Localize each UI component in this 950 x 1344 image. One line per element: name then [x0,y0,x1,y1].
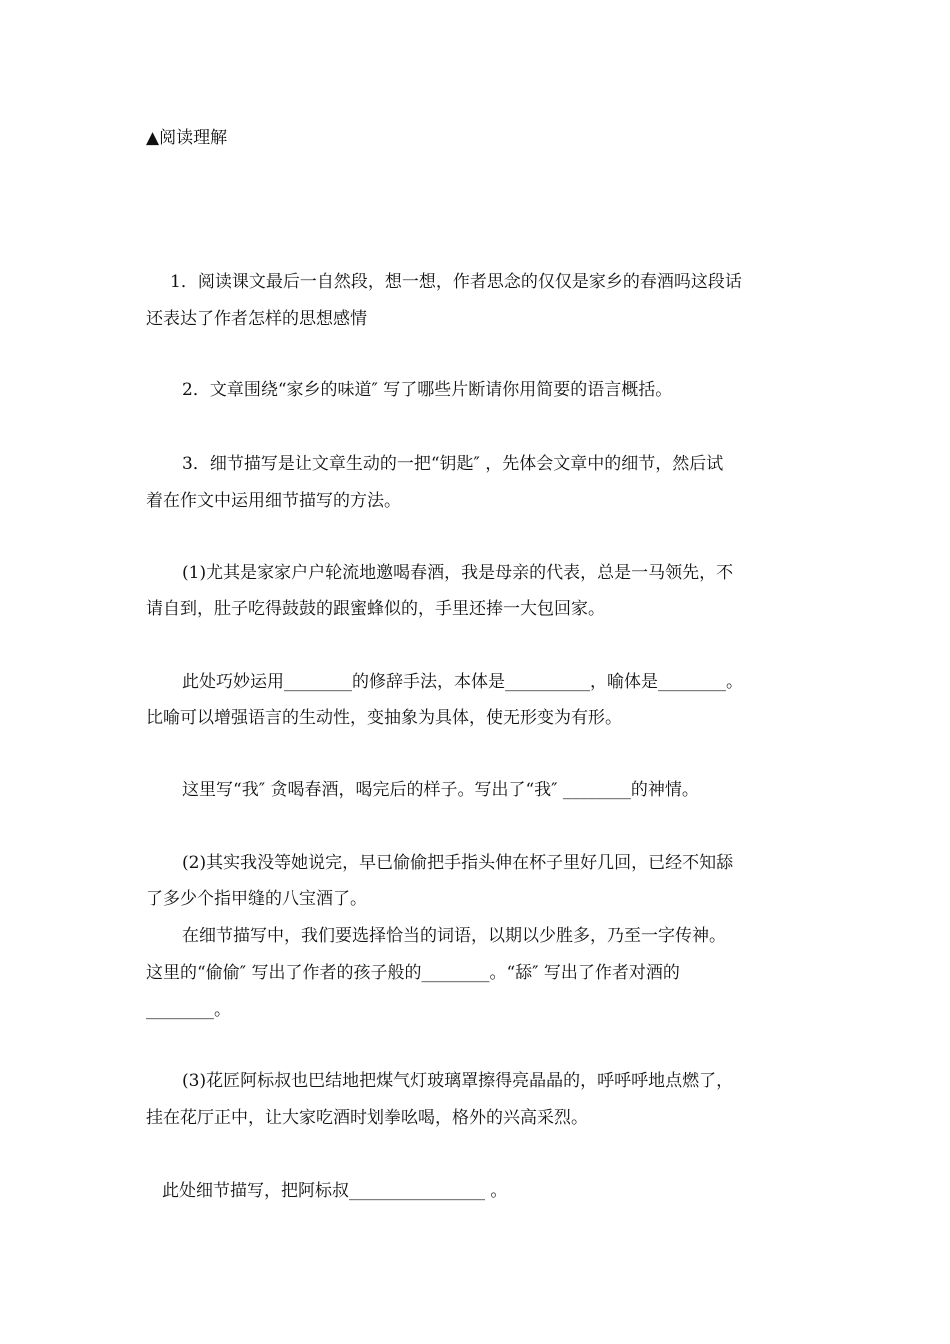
question-1-line-1: 1．阅读课文最后一自然段，想一想，作者思念的仅仅是家乡的春酒吗这段话 [170,272,742,292]
passage-2-line-2: 了多少个指甲缝的八宝酒了。 [146,889,367,909]
question-3-line-2: 着在作文中运用细节描写的方法。 [146,491,401,511]
passage-3-line-1: (3)花匠阿标叔也巴结地把煤气灯玻璃罩擦得亮晶晶的，呼呼呼地点燃了， [182,1071,734,1091]
passage-1-line-2: 请自到，肚子吃得鼓鼓的跟蜜蜂似的，手里还捧一大包回家。 [146,599,605,619]
passage-3-line-2: 挂在花厅正中，让大家吃酒时划拳吆喝，格外的兴高采烈。 [146,1108,588,1128]
passage-2-line-1: (2)其实我没等她说完，早已偷偷把手指头伸在杯子里好几回，已经不知舔 [182,853,734,873]
fill-blank-1-line-2: 比喻可以增强语言的生动性，变抽象为具体，使无形变为有形。 [146,708,622,728]
question-3-line-1: 3．细节描写是让文章生动的一把“钥匙″ ，先体会文章中的细节，然后试 [182,454,724,474]
fill-blank-3: 此处细节描写，把阿标叔________________ 。 [162,1181,508,1201]
fill-blank-2-line-3: ________。 [146,1000,231,1020]
passage-1-line-1: (1)尤其是家家户户轮流地邀喝春酒，我是母亲的代表，总是一马领先，不 [182,563,734,583]
fill-blank-2-line-1: 在细节描写中，我们要选择恰当的词语，以期以少胜多，乃至一字传神。 [182,926,726,946]
fill-blank-1-line-1: 此处巧妙运用________的修辞手法，本体是__________，喻体是________。 [182,672,743,692]
fill-blank-1-line-3: 这里写“我″ 贪喝春酒，喝完后的样子。写出了“我″ ________的神情。 [182,780,699,800]
section-title: ▲阅读理解 [146,128,228,148]
question-1-line-2: 还表达了作者怎样的思想感情 [146,309,367,329]
question-2: 2．文章围绕“家乡的味道″ 写了哪些片断请你用简要的语言概括。 [182,380,673,400]
fill-blank-2-line-2: 这里的“偷偷″ 写出了作者的孩子般的________。“舔″ 写出了作者对酒的 [146,963,680,983]
